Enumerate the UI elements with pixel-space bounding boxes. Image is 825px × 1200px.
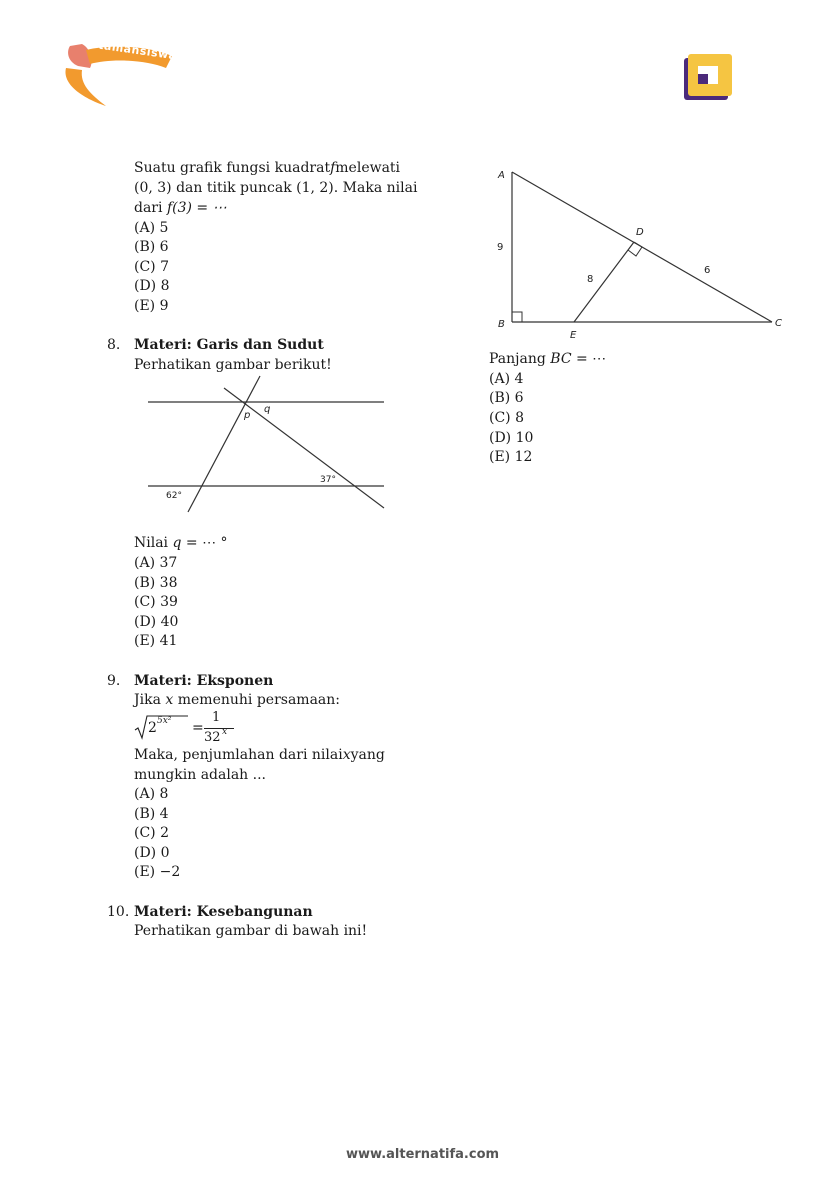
q9-option-a: (A) 8 bbox=[134, 786, 169, 802]
q7-option-a: (A) 5 bbox=[134, 220, 169, 236]
q8-figure bbox=[140, 374, 390, 514]
label-c: C bbox=[775, 318, 782, 329]
alternatifa-logo-icon bbox=[682, 52, 732, 102]
q9-radicand-base: 2 bbox=[148, 720, 157, 736]
q10-option-d: (D) 10 bbox=[489, 430, 534, 446]
q8-label-q: q bbox=[264, 404, 271, 415]
q10-option-c: (C) 8 bbox=[489, 410, 524, 426]
q10-title: Materi: Kesebangunan bbox=[134, 904, 313, 920]
q9-equation bbox=[134, 710, 234, 748]
q9-equals: = bbox=[192, 720, 204, 736]
q8-angle-37: 37° bbox=[320, 475, 336, 485]
q8-question: Nilai q = ⋯ ° bbox=[134, 535, 228, 551]
q8-option-d: (D) 40 bbox=[134, 614, 179, 630]
q8-prompt: Perhatikan gambar berikut! bbox=[134, 357, 332, 373]
label-b: B bbox=[498, 319, 505, 330]
q8-option-e: (E) 41 bbox=[134, 633, 178, 649]
label-e: E bbox=[570, 330, 577, 341]
q8-title: Materi: Garis dan Sudut bbox=[134, 337, 324, 353]
label-a: A bbox=[498, 170, 505, 181]
q9-numerator: 1 bbox=[212, 710, 221, 725]
q10-question: Panjang BC = ⋯ bbox=[489, 351, 607, 367]
q9-body-line-1: Maka, penjumlahan dari nilai x yang bbox=[134, 747, 385, 763]
q10-option-a: (A) 4 bbox=[489, 371, 524, 387]
q10-number: 10. bbox=[107, 904, 130, 920]
alternatifa-logo bbox=[682, 52, 732, 102]
q9-body-line-2: mungkin adalah ... bbox=[134, 767, 266, 783]
length-dc: 6 bbox=[704, 265, 711, 276]
tamansiswa-logo-text: tamansiswa bbox=[97, 38, 178, 63]
q8-label-p: p bbox=[244, 410, 251, 421]
q8-option-b: (B) 38 bbox=[134, 575, 178, 591]
q7-option-d: (D) 8 bbox=[134, 278, 170, 294]
footer-url: www.alternatifa.com bbox=[346, 1147, 500, 1162]
q9-option-e: (E) −2 bbox=[134, 864, 181, 880]
q9-denominator-exp: x bbox=[222, 727, 228, 737]
q10-prompt: Perhatikan gambar di bawah ini! bbox=[134, 923, 368, 939]
fraction-bar bbox=[204, 728, 234, 729]
q8-angle-62: 62° bbox=[166, 491, 182, 501]
q9-number: 9. bbox=[107, 673, 121, 689]
q9-option-c: (C) 2 bbox=[134, 825, 169, 841]
q7-text-line-3: dari f(3) = ⋯ bbox=[134, 200, 227, 216]
q7-text-line-1: Suatu grafik fungsi kuadrat f melewati bbox=[134, 160, 401, 176]
q9-option-b: (B) 4 bbox=[134, 806, 169, 822]
q9-option-d: (D) 0 bbox=[134, 845, 170, 861]
q9-denominator-base: 32 bbox=[204, 730, 221, 745]
q8-option-a: (A) 37 bbox=[134, 555, 178, 571]
q9-radicand-exp: 5x² bbox=[157, 716, 172, 726]
length-ab: 9 bbox=[497, 242, 504, 253]
tamansiswa-logo bbox=[60, 38, 180, 110]
q8-number: 8. bbox=[107, 337, 121, 353]
length-de: 8 bbox=[587, 274, 594, 285]
q7-option-e: (E) 9 bbox=[134, 298, 169, 314]
q7-option-b: (B) 6 bbox=[134, 239, 169, 255]
q7-text-line-2: (0, 3) dan titik puncak (1, 2). Maka nilai bbox=[134, 180, 418, 196]
q8-option-c: (C) 39 bbox=[134, 594, 178, 610]
q9-title: Materi: Eksponen bbox=[134, 673, 274, 689]
label-d: D bbox=[636, 227, 644, 238]
q10-option-b: (B) 6 bbox=[489, 390, 524, 406]
q10-option-e: (E) 12 bbox=[489, 449, 533, 465]
q7-option-c: (C) 7 bbox=[134, 259, 169, 275]
q10-triangle-figure bbox=[492, 160, 792, 344]
q9-prompt: Jika x memenuhi persamaan: bbox=[134, 692, 341, 708]
